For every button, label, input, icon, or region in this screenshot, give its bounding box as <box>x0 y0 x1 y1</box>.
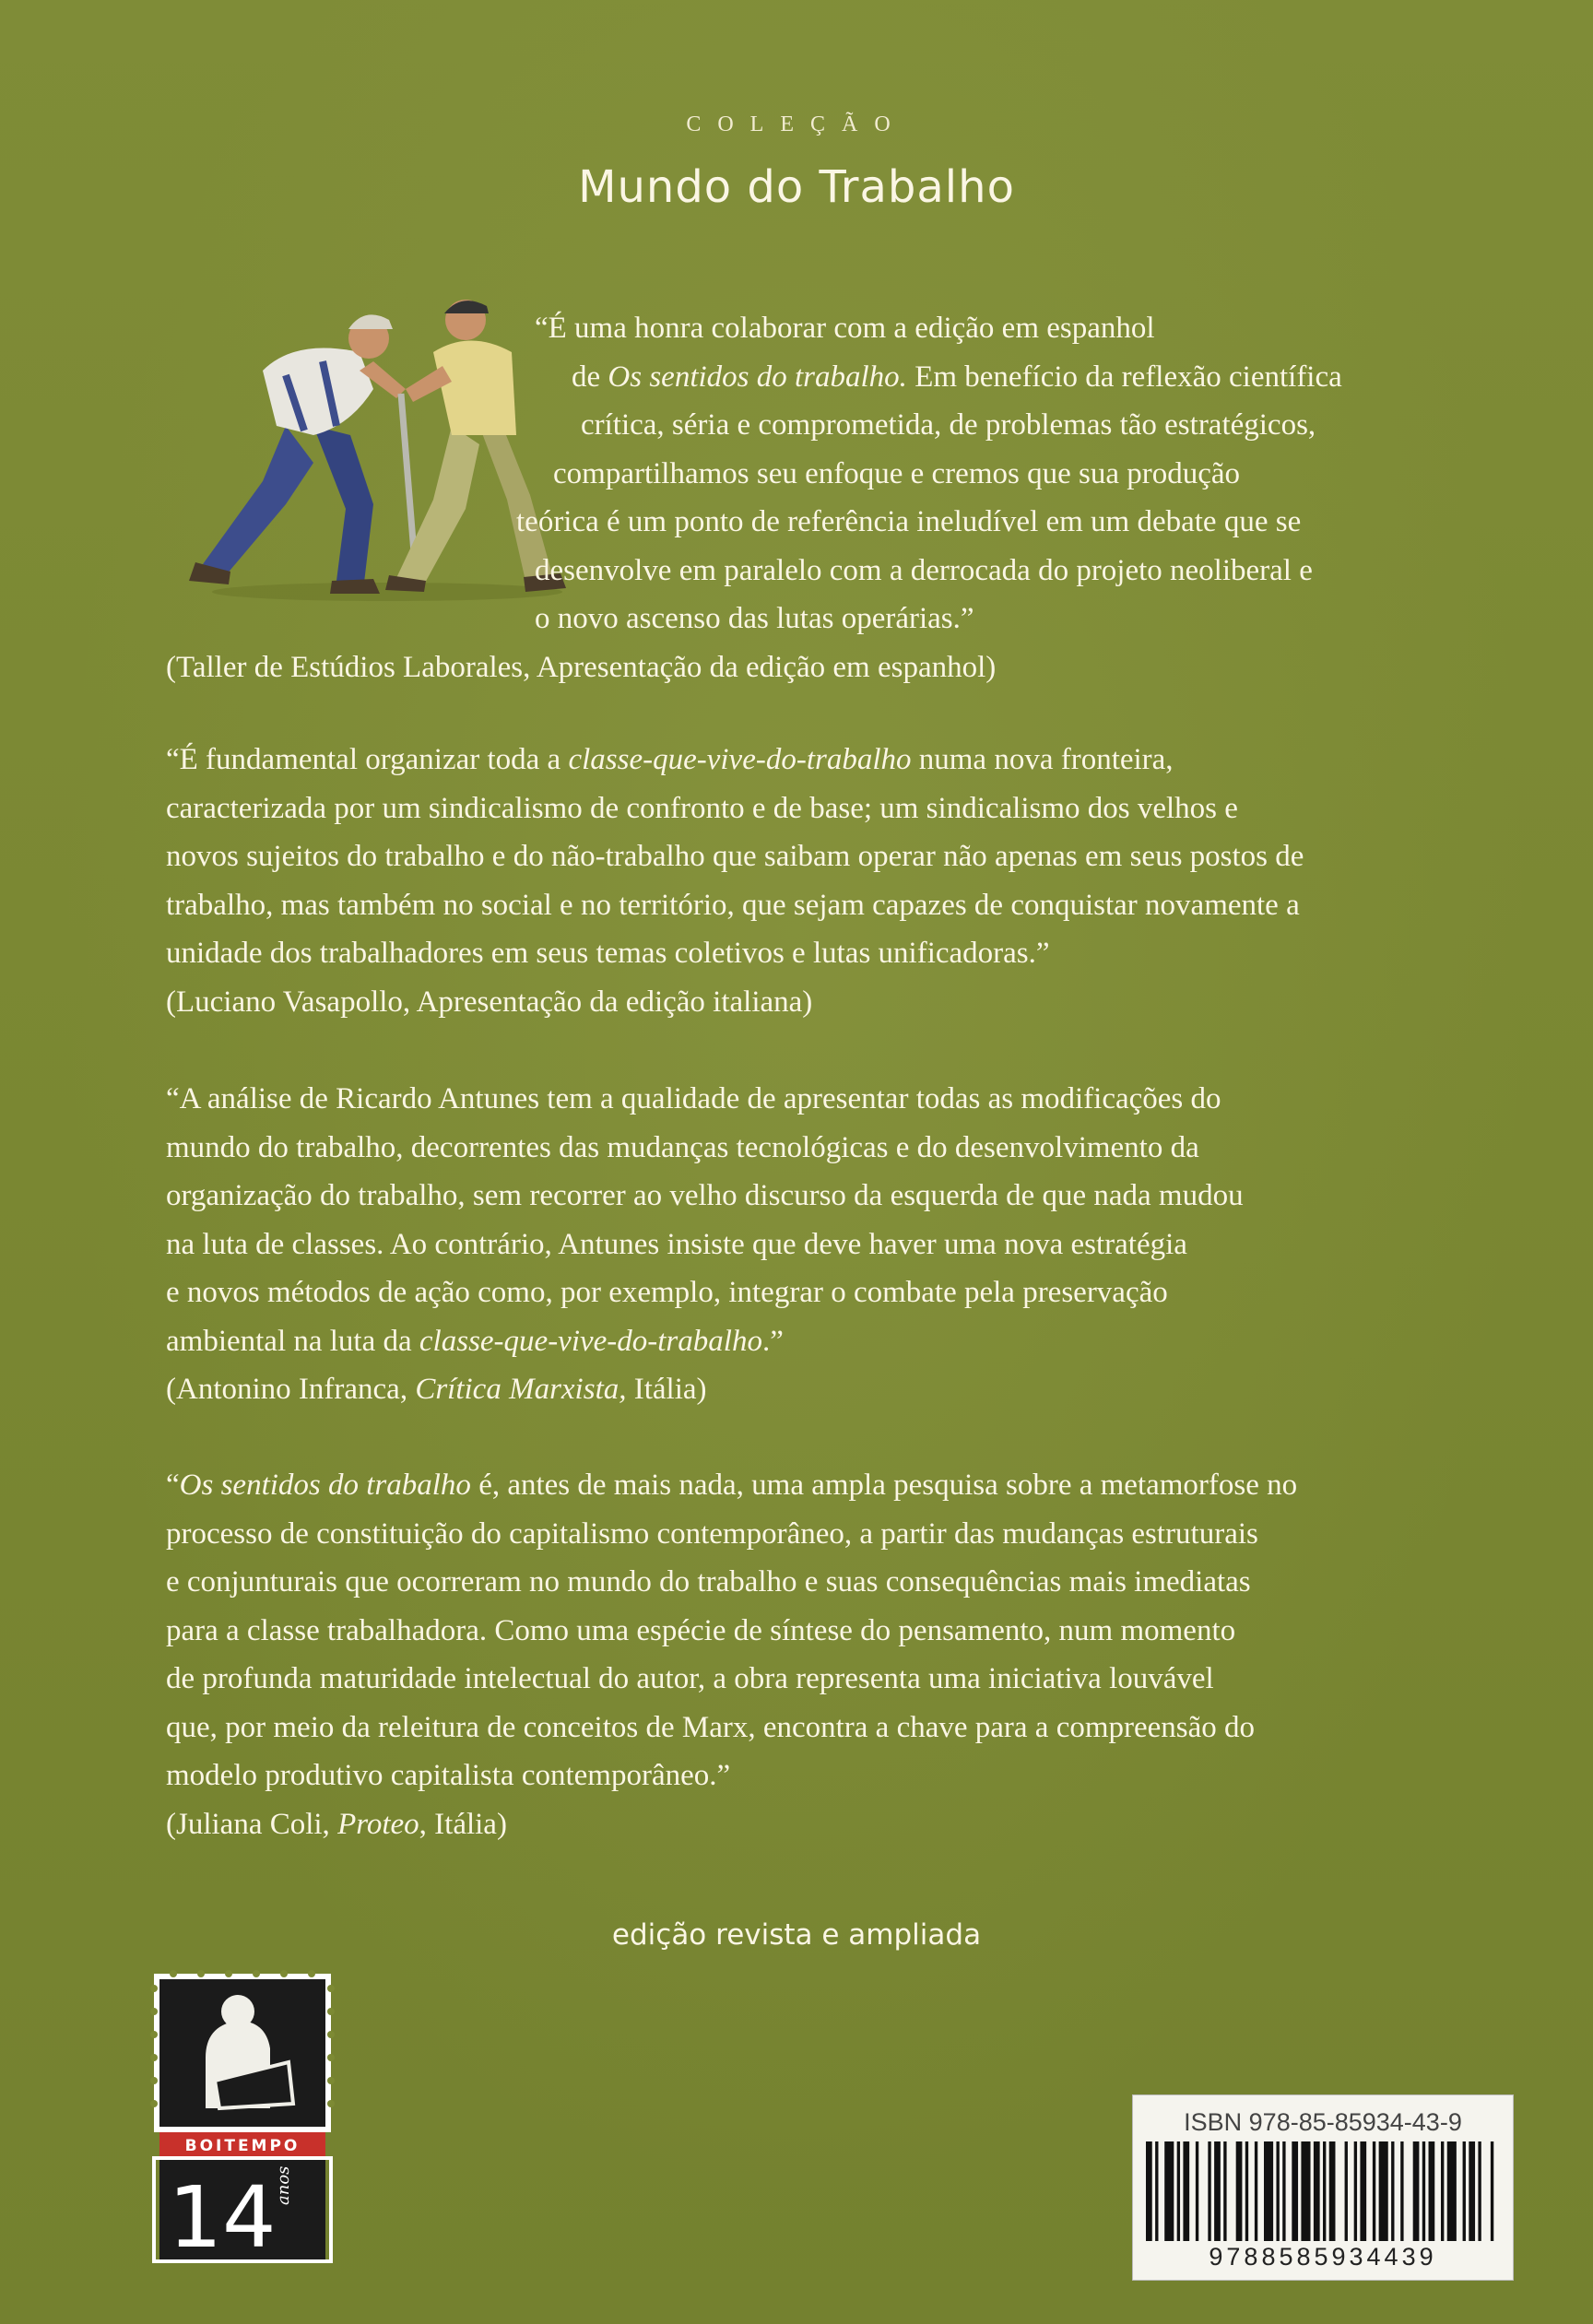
quote-line <box>166 304 1512 353</box>
italic-text: classe-que-vive-do-trabalho <box>419 1324 762 1358</box>
quote-text: de <box>572 360 608 394</box>
source-text: (Antonino Infranca, <box>166 1373 416 1406</box>
quote-line <box>166 1607 1512 1656</box>
source-text: (Juliana Coli, <box>166 1807 338 1841</box>
italic-text: Os sentidos do trabalho <box>179 1469 471 1502</box>
quote-line <box>166 832 1512 881</box>
quote-line <box>166 1655 1512 1704</box>
quote-2 <box>166 736 1512 1026</box>
quote-text: o novo ascenso das lutas operárias.” <box>535 602 974 635</box>
quote-text: numa nova fronteira, <box>911 743 1174 776</box>
italic-text: classe-que-vive-do-trabalho <box>568 743 912 776</box>
quote-text: na luta de classes. Ao contrário, Antunes insiste que deve haver uma nova estratégia <box>166 1227 1187 1261</box>
quote-text: ambiental na luta da <box>166 1324 419 1358</box>
barcode-icon <box>1146 2141 1500 2241</box>
quote-text: de profunda maturidade intelectual do autor, a obra representa uma iniciativa louvável <box>166 1662 1214 1695</box>
quote-text: trabalho, mas também no social e no território, que sejam capazes de conquistar novamente a <box>166 888 1300 922</box>
quote-text: desenvolve em paralelo com a derrocada do projeto neoliberal e <box>535 553 1313 587</box>
italic-text: Crítica Marxista, <box>415 1373 627 1406</box>
quote-line <box>166 1752 1512 1800</box>
quote-source <box>166 643 1512 692</box>
logo-years-word: anos <box>274 2165 293 2205</box>
italic-text: Os sentidos do trabalho. <box>608 360 907 394</box>
quote-line <box>166 881 1512 930</box>
quote-text: compartilhamos seu enfoque e cremos que sua produção <box>553 456 1240 490</box>
quote-text: novos sujeitos do trabalho e do não-trabalho que saibam operar não apenas em seus postos de <box>166 840 1304 873</box>
quote-text: “ <box>166 1469 180 1502</box>
quote-text: unidade dos trabalhadores em seus temas coletivos e lutas unificadoras.” <box>166 937 1050 970</box>
quote-line <box>166 1510 1512 1559</box>
source-text: (Taller de Estúdios Laborales, Apresentação da edição em espanhol) <box>166 650 997 684</box>
italic-text: Proteo <box>337 1807 419 1841</box>
quote-source <box>166 978 1512 1027</box>
quote-3 <box>166 1075 1512 1414</box>
quote-text: “A análise de Ricardo Antunes tem a qualidade de apresentar todas as modificações do <box>166 1082 1221 1115</box>
barcode-digits: 9788585934439 <box>1209 2243 1437 2271</box>
quote-text: caracterizada por um sindicalismo de confronto e de base; um sindicalismo dos velhos e <box>166 791 1238 825</box>
quote-text: e novos métodos de ação como, por exemplo, integrar o combate pela preservação <box>166 1276 1168 1309</box>
source-text: , Itália) <box>419 1807 507 1841</box>
quote-source <box>166 1800 1512 1849</box>
quote-line <box>166 595 1512 643</box>
quote-line <box>166 1221 1512 1269</box>
source-text: (Luciano Vasapollo, Apresentação da edição italiana) <box>166 985 813 1019</box>
quote-text: crítica, séria e comprometida, de problemas tão estratégicos, <box>581 408 1316 442</box>
quote-line <box>166 1172 1512 1221</box>
quote-text: .” <box>761 1324 784 1358</box>
boitempo-logo <box>150 1970 335 2263</box>
quote-line <box>166 784 1512 833</box>
isbn-label: ISBN 978-85-85934-43-9 <box>1184 2108 1462 2136</box>
quote-line <box>166 498 1512 547</box>
series-label: COLEÇÃO <box>686 112 907 136</box>
quote-text: Em benefício da reflexão científica <box>906 360 1342 394</box>
quote-line <box>166 401 1512 450</box>
quote-text: “É fundamental organizar toda a <box>166 743 569 776</box>
quote-line <box>166 1461 1512 1510</box>
quote-line <box>166 450 1512 499</box>
quote-text: organização do trabalho, sem recorrer ao velho discurso da esquerda de que nada mudou <box>166 1179 1244 1212</box>
quote-text: para a classe trabalhadora. Como uma espécie de síntese do pensamento, num momento <box>166 1613 1236 1647</box>
logo-years-number: 14 <box>168 2168 277 2263</box>
quote-line <box>166 1317 1512 1366</box>
series-name: Mundo do Trabalho <box>578 161 1015 213</box>
quote-text: modelo produtivo capitalista contemporâneo.” <box>166 1759 731 1792</box>
quote-line <box>166 547 1512 596</box>
quote-line <box>166 1124 1512 1173</box>
quote-line <box>166 1268 1512 1317</box>
edition-note: edição revista e ampliada <box>611 1918 982 1952</box>
source-text: Itália) <box>626 1373 707 1406</box>
quote-line <box>166 1075 1512 1124</box>
quote-text: e conjunturais que ocorreram no mundo do trabalho e suas consequências mais imediatas <box>166 1565 1251 1598</box>
quote-4 <box>166 1461 1512 1848</box>
quote-text: teórica é um ponto de referência ineludível em um debate que se <box>516 505 1302 538</box>
quote-line <box>166 1704 1512 1752</box>
quote-text: que, por meio da releitura de conceitos de Marx, encontra a chave para a compreensão do <box>166 1710 1256 1744</box>
quote-source <box>166 1365 1512 1414</box>
quote-line <box>166 929 1512 978</box>
barcode-box <box>1132 2094 1514 2281</box>
quote-text: mundo do trabalho, decorrentes das mudanças tecnológicas e do desenvolvimento da <box>166 1130 1199 1164</box>
logo-name: BOITEMPO <box>184 2137 301 2155</box>
quote-text: “É uma honra colaborar com a edição em espanhol <box>535 312 1155 345</box>
quote-text: processo de constituição do capitalismo contemporâneo, a partir das mudanças estruturais <box>166 1516 1258 1551</box>
quote-line <box>166 1558 1512 1607</box>
quote-text: é, antes de mais nada, uma ampla pesquisa sobre a metamorfose no <box>470 1469 1298 1502</box>
quote-line <box>166 736 1512 784</box>
quote-line <box>166 353 1512 402</box>
quote-1 <box>166 304 1512 691</box>
